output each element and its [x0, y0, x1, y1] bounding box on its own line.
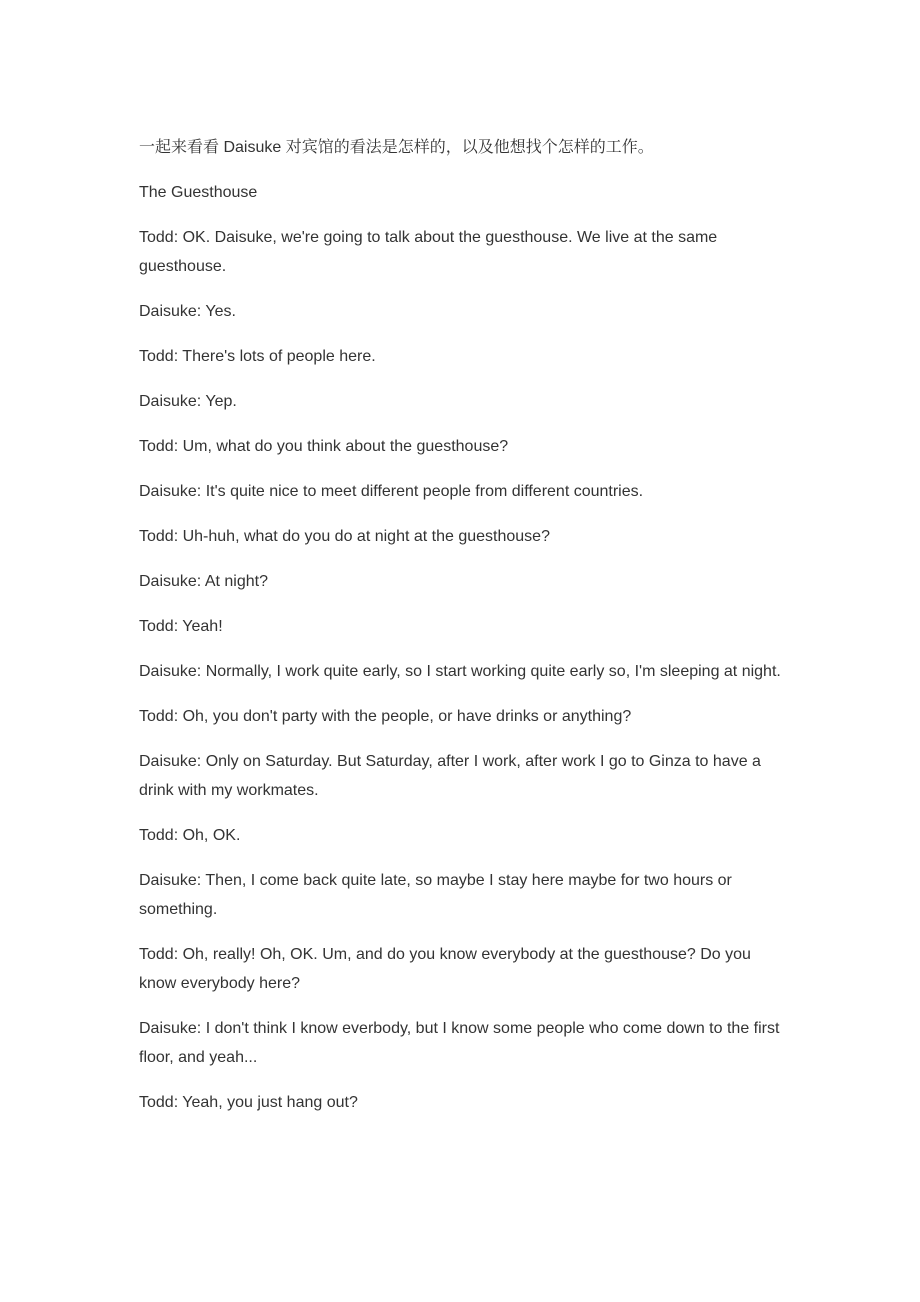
dialogue-line: Daisuke: Yes. — [139, 303, 236, 320]
dialogue-line: Todd: Uh-huh, what do you do at night at the guesthouse? — [139, 528, 550, 545]
document-body — [139, 133, 784, 1133]
dialogue-line: Daisuke: It's quite nice to meet different people from different countries. — [139, 483, 644, 500]
document-title: The Guesthouse — [139, 184, 258, 201]
dialogue-line: Daisuke: Only on Saturday. But Saturday, after I work, after work I go to Ginza to have a drink with my workmates. — [139, 753, 761, 799]
dialogue-line: Daisuke: At night? — [139, 573, 268, 590]
dialogue-line: Todd: Yeah, you just hang out? — [139, 1094, 358, 1111]
dialogue-line: Todd: Oh, you don't party with the people, or have drinks or anything? — [139, 708, 632, 725]
dialogue-line: Todd: Oh, really! Oh, OK. Um, and do you know everybody at the guesthouse? Do you know everybody here? — [139, 946, 751, 992]
dialogue-line: Daisuke: Yep. — [139, 393, 237, 410]
dialogue-line: Todd: Um, what do you think about the guesthouse? — [139, 438, 509, 455]
dialogue-line: Todd: Oh, OK. — [139, 827, 241, 844]
dialogue-line: Todd: There's lots of people here. — [139, 348, 376, 365]
intro-text: 一起来看看 Daisuke 对宾馆的看法是怎样的，以及他想找个怎样的工作。 — [139, 139, 654, 156]
dialogue-line: Daisuke: I don't think I know everbody, but I know some people who come down to the first floor, and yeah... — [139, 1020, 780, 1066]
dialogue-line: Todd: OK. Daisuke, we're going to talk about the guesthouse. We live at the same guesthouse. — [139, 229, 718, 275]
dialogue-line: Daisuke: Normally, I work quite early, so I start working quite early so, I'm sleeping at night. — [139, 663, 781, 680]
dialogue-line: Daisuke: Then, I come back quite late, so maybe I stay here maybe for two hours or something. — [139, 872, 732, 918]
dialogue-line: Todd: Yeah! — [139, 618, 223, 635]
